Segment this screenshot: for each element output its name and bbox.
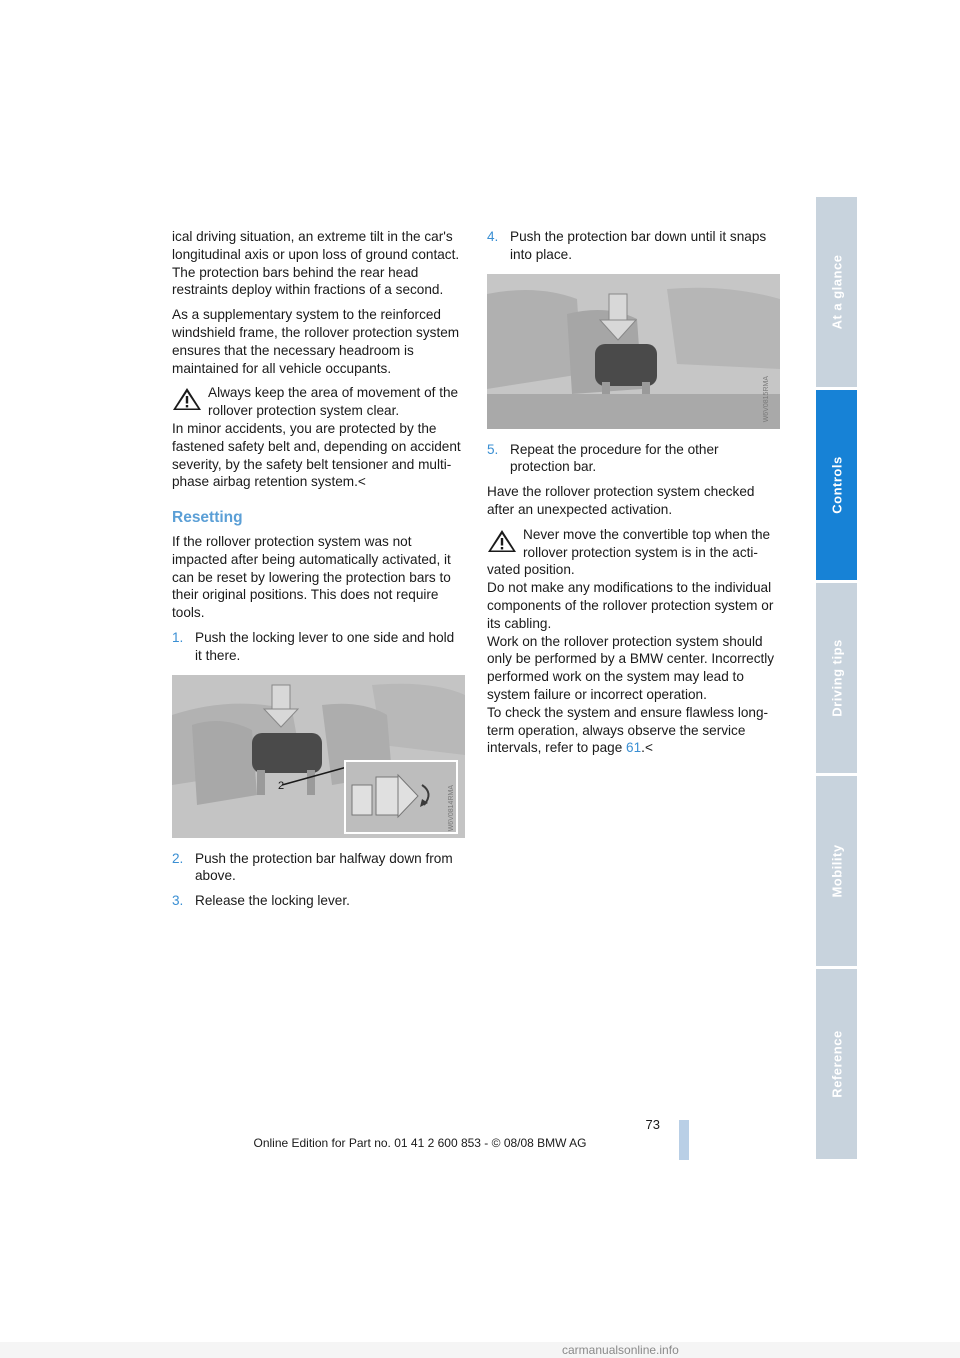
step-item bbox=[487, 441, 779, 477]
paragraph: If the rollover protection system was not impacted after being automatically activated, it can be reset by lowering the protection bars to their original positions. This does not require tools. bbox=[172, 533, 451, 621]
warning-block bbox=[172, 384, 464, 491]
step-text: Repeat the procedure for the other protection bar. bbox=[510, 441, 719, 475]
footer-text: Online Edition for Part no. 01 41 2 600 853 - © 08/08 BMW AG bbox=[253, 1136, 587, 1150]
step-text: Push the protection bar down until it snaps into place. bbox=[510, 229, 767, 262]
car-seat-illustration bbox=[172, 675, 465, 838]
left-column bbox=[172, 228, 464, 917]
step-text: Push the locking lever to one side and hold it there. bbox=[195, 629, 455, 663]
figure-code: W6V0814RMA bbox=[448, 785, 456, 832]
tab-driving-tips[interactable] bbox=[816, 583, 857, 773]
warning-text: Do not make any modifications to the individual components of the rollover protection system or its cabling. bbox=[487, 580, 774, 631]
step-item bbox=[172, 892, 464, 910]
watermark-text: carmanualsonline.info bbox=[562, 1343, 679, 1357]
warning-text: In minor accidents, you are protected by the fastened safety belt and, depending on accident severity, by the safety belt tensioner and multi-phase airbag retention system.< bbox=[172, 420, 461, 490]
warning-icon bbox=[172, 387, 202, 411]
step-number: 5. bbox=[487, 441, 499, 457]
step-number: 3. bbox=[172, 893, 184, 909]
side-navigation bbox=[816, 197, 857, 1160]
warning-text: Never move the convertible top when the rollover protection system is in the acti- bbox=[523, 526, 771, 560]
warning-text: To check the system and ensure flawless long-term operation, always observe the service intervals, refer to page bbox=[487, 704, 769, 756]
tab-at-a-glance[interactable] bbox=[816, 197, 857, 387]
step-item bbox=[172, 850, 464, 886]
tab-mobility[interactable] bbox=[816, 776, 857, 966]
step-number: 2. bbox=[172, 850, 184, 866]
tab-label: Controls bbox=[829, 456, 844, 514]
paragraph: As a supplementary system to the reinforced windshield frame, the rollover protection system ensures that the necessary headroom is maintained for all vehicle occupants. bbox=[172, 307, 460, 376]
step-item bbox=[487, 228, 779, 264]
warning-text: vated position. bbox=[487, 562, 575, 578]
warning-block bbox=[487, 526, 779, 757]
warning-text: Work on the rollover protection system should only be performed by a BMW center. Incorrectly performed work on the system may lead to system failure or incorrect operation. bbox=[487, 633, 775, 702]
watermark-strip bbox=[0, 1342, 960, 1358]
warning-end: .< bbox=[641, 740, 653, 756]
tab-label: Reference bbox=[829, 1030, 844, 1098]
step-number: 1. bbox=[172, 629, 184, 645]
step-item bbox=[172, 629, 464, 665]
tab-label: At a glance bbox=[829, 254, 844, 330]
paragraph: Have the rollover protection system checked after an unexpected activation. bbox=[487, 484, 755, 517]
page-number: 73 bbox=[645, 1117, 660, 1132]
right-column bbox=[487, 228, 779, 757]
paragraph: ical driving situation, an extreme tilt in the car's longitudinal axis or upon loss of ground contact. The protection bars behind the rear head restraints deploy within fractions of a second. bbox=[172, 229, 460, 298]
page-link[interactable]: 61 bbox=[626, 740, 642, 756]
warning-text: Always keep the area of movement of the rollover protection system clear. bbox=[208, 385, 459, 419]
illustration-protection-bar bbox=[487, 274, 780, 429]
figure-code: W6V0815RMA bbox=[763, 376, 771, 423]
warning-text-line bbox=[487, 704, 779, 757]
tab-label: Driving tips bbox=[829, 639, 844, 717]
tab-reference[interactable] bbox=[816, 969, 857, 1159]
section-heading: Resetting bbox=[172, 509, 243, 527]
illustration-locking-lever bbox=[172, 675, 465, 838]
figure-label: 2 bbox=[278, 779, 285, 792]
step-text: Push the protection bar halfway down from above. bbox=[195, 850, 453, 884]
tab-label: Mobility bbox=[829, 844, 844, 898]
step-number: 4. bbox=[487, 229, 499, 244]
tab-controls[interactable] bbox=[816, 390, 857, 580]
car-seat-illustration bbox=[487, 274, 780, 429]
step-text: Release the locking lever. bbox=[195, 893, 350, 909]
warning-icon bbox=[487, 529, 517, 553]
footer-accent-bar bbox=[679, 1120, 689, 1160]
